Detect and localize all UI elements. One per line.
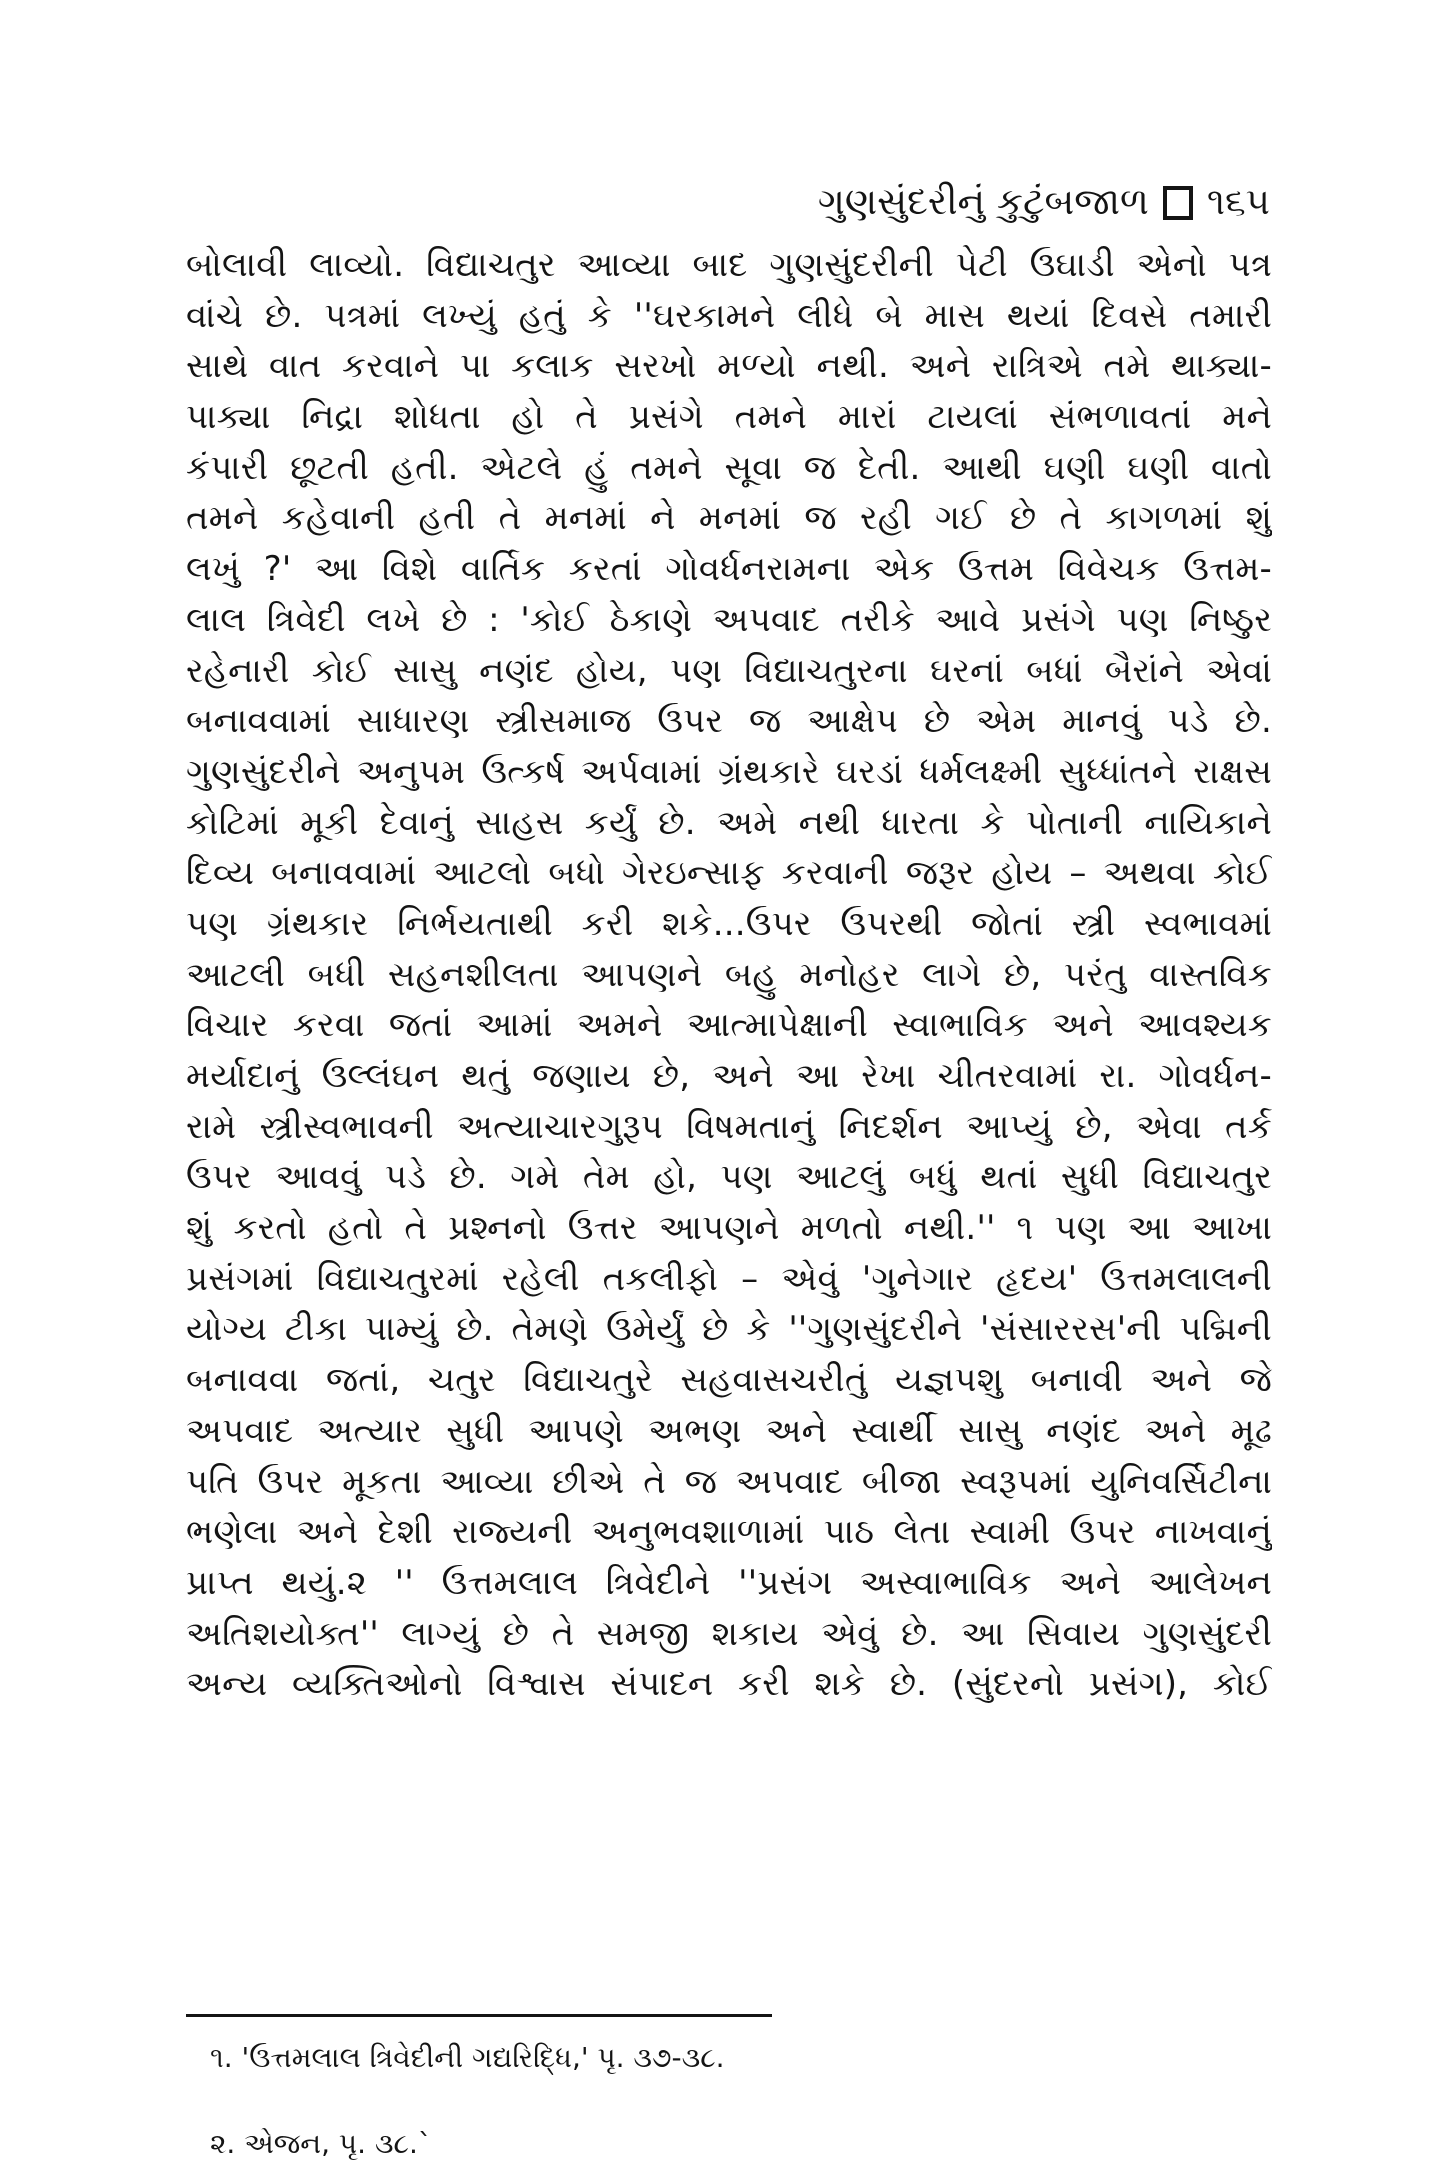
text-line: કોટિમાં મૂકી દેવાનું સાહસ કર્યું છે. અમે નથી ધારતા કે પોતાની નાયિકાને (186, 802, 1272, 843)
text-line: લખું ?' આ વિશે વાર્તિક કરતાં ગોવર્ધનરામના એક ઉત્તમ વિવેચક ઉત્તમ- (186, 549, 1272, 590)
text-line: ગુણસુંદરીને અનુપમ ઉત્કર્ષ અર્પવામાં ગ્રંથકારે ઘરડાં ધર્મલક્ષ્મી સુધ્ધાંતને રાક્ષસ (186, 751, 1272, 792)
footnotes (210, 2038, 1110, 2164)
text-line: સાથે વાત કરવાને પા કલાક સરખો મળ્યો નથી. અને રાત્રિએ તમે થાક્યા- (186, 346, 1272, 387)
text-line: શું કરતો હતો તે પ્રશ્નનો ઉત્તર આપણને મળતો નથી.'' ૧ પણ આ આખા (186, 1208, 1272, 1249)
page-number: ૧૬૫ (1206, 180, 1270, 223)
text-line: પતિ ઉપર મૂકતા આવ્યા છીએ તે જ અપવાદ બીજા સ્વરૂપમાં યુનિવર્સિટીના (186, 1461, 1272, 1502)
footnote-divider (186, 2014, 772, 2017)
text-line: ભણેલા અને દેશી રાજ્યની અનુભવશાળામાં પાઠ લેતા સ્વામી ઉપર નાખવાનું (186, 1512, 1272, 1553)
text-line: ઉપર આવવું પડે છે. ગમે તેમ હો, પણ આટલું બધું થતાં સુધી વિદ્યાચતુર (186, 1157, 1272, 1198)
text-line: પાક્યા નિદ્રા શોધતા હો તે પ્રસંગે તમને મારાં ટાયલાં સંભળાવતાં મને (186, 397, 1272, 438)
body-text (186, 240, 1272, 1710)
running-title: ગુણસુંદરીનું કુટુંબજાળ (817, 180, 1149, 223)
text-line: બનાવવામાં સાધારણ સ્ત્રીસમાજ ઉપર જ આક્ષેપ છે એમ માનવું પડે છે. (186, 701, 1272, 742)
text-line: લાલ ત્રિવેદી લખે છે : 'કોઈ ઠેકાણે અપવાદ તરીકે આવે પ્રસંગે પણ નિષ્ઠુર (186, 599, 1272, 640)
text-line: પ્રાપ્ત થયું.૨ '' ઉત્તમલાલ ત્રિવેદીને ''પ્રસંગ અસ્વાભાવિક અને આલેખન (186, 1562, 1272, 1603)
text-line: દિવ્ય બનાવવામાં આટલો બધો ગેરઇન્સાફ કરવાની જરૂર હોય – અથવા કોઈ (186, 853, 1272, 894)
text-line: આટલી બધી સહનશીલતા આપણને બહુ મનોહર લાગે છે, પરંતુ વાસ્તવિક (186, 954, 1272, 995)
footnote-1: ૧. 'ઉત્તમલાલ ત્રિવેદીની ગદ્યરિદ્ધિ,' પૃ. ૩૭-૩૮. (210, 2041, 725, 2074)
text-line: અપવાદ અત્યાર સુધી આપણે અભણ અને સ્વાર્થી સાસુ નણંદ અને મૂઢ (186, 1410, 1272, 1451)
text-line: રહેનારી કોઈ સાસુ નણંદ હોય, પણ વિદ્યાચતુરના ઘરનાં બધાં બૈરાંને એવાં (186, 650, 1272, 691)
text-line: કંપારી છૂટતી હતી. એટલે હું તમને સૂવા જ દેતી. આથી ઘણી ઘણી વાતો (186, 447, 1272, 488)
text-line: વાંચે છે. પત્રમાં લખ્યું હતું કે ''ઘરકામને લીધે બે માસ થયાં દિવસે તમારી (186, 295, 1272, 336)
header-box-ornament (1163, 186, 1193, 220)
text-line: વિચાર કરવા જતાં આમાં અમને આત્માપેક્ષાની સ્વાભાવિક અને આવશ્યક (186, 1005, 1272, 1046)
text-line: મર્યાદાનું ઉલ્લંઘન થતું જણાય છે, અને આ રેખા ચીતરવામાં રા. ગોવર્ધન- (186, 1056, 1272, 1096)
text-line: બનાવવા જતાં, ચતુર વિદ્યાચતુરે સહવાસચરીતું યજ્ઞપશુ બનાવી અને જે (186, 1360, 1272, 1401)
footnote-2: ૨. એજન, પૃ. ૩૮.` (210, 2127, 432, 2160)
running-header (818, 178, 1270, 226)
text-line: પ્રસંગમાં વિદ્યાચતુરમાં રહેલી તકલીફો – એવું 'ગુનેગાર હૃદય' ઉત્તમલાલની (186, 1258, 1272, 1299)
text-line: યોગ્ય ટીકા પામ્યું છે. તેમણે ઉમેર્યું છે કે ''ગુણસુંદરીને 'સંસારરસ'ની પદ્મિની (186, 1309, 1272, 1350)
text-line: અન્ય વ્યક્તિઓનો વિશ્વાસ સંપાદન કરી શકે છે. (સુંદરનો પ્રસંગ), કોઈ (186, 1664, 1272, 1705)
text-line: રામે સ્ત્રીસ્વભાવની અત્યાચારગુરૂપ વિષમતાનું નિદર્શન આપ્યું છે, એવા તર્ક (186, 1106, 1272, 1147)
text-line: બોલાવી લાવ્યો. વિદ્યાચતુર આવ્યા બાદ ગુણસુંદરીની પેટી ઉઘાડી એનો પત્ર (186, 245, 1272, 285)
text-line: પણ ગ્રંથકાર નિર્ભયતાથી કરી શકે...ઉપર ઉપરથી જોતાં સ્ત્રી સ્વભાવમાં (186, 903, 1272, 944)
text-line: અતિશયોક્ત'' લાગ્યું છે તે સમજી શકાય એવું છે. આ સિવાય ગુણસુંદરી (186, 1613, 1272, 1654)
text-line: તમને કહેવાની હતી તે મનમાં ને મનમાં જ રહી ગઈ છે તે કાગળમાં શું (186, 498, 1272, 539)
